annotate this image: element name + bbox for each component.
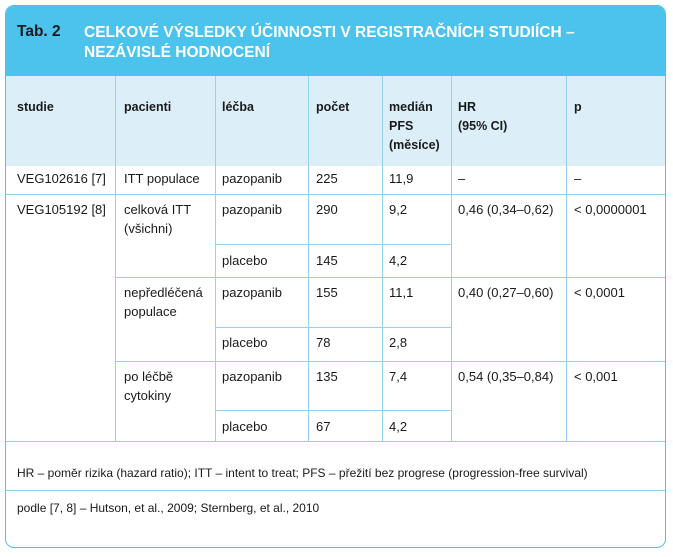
cell-median: 2,8 xyxy=(389,335,408,350)
cell-pacienti xyxy=(124,283,203,321)
header-lecba: léčba xyxy=(222,100,254,114)
table-title-line-1: CELKOVÉ VÝSLEDKY ÚČINNOSTI V REGISTRAČNÍCH STUDIÍCH – xyxy=(84,24,575,41)
column-divider xyxy=(215,76,216,441)
footnote-abbreviations: HR – poměr rizika (hazard ratio); ITT – intent to treat; PFS – přežití bez progrese (progression-free survival) xyxy=(17,466,588,480)
row-divider xyxy=(6,194,665,195)
header-median-line-2: PFS xyxy=(389,119,414,133)
header-pocet: počet xyxy=(316,100,350,114)
header-hr xyxy=(458,98,507,136)
cell-pacienti-line-1: nepředléčená xyxy=(124,285,203,300)
table-bottom-rule xyxy=(6,441,665,442)
cell-lecba: placebo xyxy=(222,253,268,268)
cell-p: – xyxy=(574,171,582,186)
cell-pocet: 78 xyxy=(316,335,331,350)
cell-hr: 0,54 (0,35–0,84) xyxy=(458,369,554,384)
cell-median: 9,2 xyxy=(389,202,408,217)
cell-median: 4,2 xyxy=(389,253,408,268)
header-hr-line-2: (95% CI) xyxy=(458,119,508,133)
column-divider xyxy=(566,76,567,441)
table-number: Tab. 2 xyxy=(17,23,61,40)
header-median-line-1: medián xyxy=(389,100,433,114)
cell-studie: VEG105192 [8] xyxy=(17,202,106,217)
cell-pacienti-line-2: populace xyxy=(124,304,177,319)
cell-pocet: 225 xyxy=(316,171,338,186)
cell-pacienti-line-1: po léčbě xyxy=(124,369,174,384)
cell-median: 11,9 xyxy=(389,171,414,186)
cell-pacienti: ITT populace xyxy=(124,171,200,186)
row-divider xyxy=(115,277,666,278)
header-hr-line-1: HR xyxy=(458,100,477,114)
cell-p: < 0,001 xyxy=(574,369,618,384)
cell-pocet: 67 xyxy=(316,419,331,434)
cell-median: 11,1 xyxy=(389,285,414,300)
footnote-divider xyxy=(6,490,665,491)
cell-lecba: pazopanib xyxy=(222,202,282,217)
cell-lecba: pazopanib xyxy=(222,171,282,186)
cell-pocet: 155 xyxy=(316,285,338,300)
row-divider xyxy=(115,361,666,362)
column-divider xyxy=(382,76,383,441)
cell-hr: – xyxy=(458,171,466,186)
header-pacienti: pacienti xyxy=(124,100,172,114)
cell-lecba: placebo xyxy=(222,419,268,434)
row-divider xyxy=(215,327,451,328)
cell-pacienti-line-1: celková ITT xyxy=(124,202,192,217)
cell-lecba: placebo xyxy=(222,335,268,350)
header-median-pfs xyxy=(389,98,440,155)
footnote-source: podle [7, 8] – Hutson, et al., 2009; Sternberg, et al., 2010 xyxy=(17,501,320,515)
row-divider xyxy=(215,410,451,411)
cell-lecba: pazopanib xyxy=(222,369,282,384)
header-p: p xyxy=(574,100,582,114)
table-frame xyxy=(5,5,666,548)
table-title xyxy=(84,23,644,63)
cell-pacienti-line-2: cytokiny xyxy=(124,388,171,403)
cell-pacienti xyxy=(124,367,173,405)
cell-median: 7,4 xyxy=(389,369,408,384)
column-divider xyxy=(115,76,116,441)
cell-p: < 0,0000001 xyxy=(574,202,647,217)
cell-pocet: 135 xyxy=(316,369,338,384)
cell-hr: 0,46 (0,34–0,62) xyxy=(458,202,554,217)
cell-pacienti-line-2: (všichni) xyxy=(124,221,173,236)
cell-p: < 0,0001 xyxy=(574,285,625,300)
cell-hr: 0,40 (0,27–0,60) xyxy=(458,285,554,300)
row-divider xyxy=(215,244,451,245)
column-divider xyxy=(451,76,452,441)
header-studie: studie xyxy=(17,100,54,114)
column-divider xyxy=(308,76,309,441)
cell-pocet: 290 xyxy=(316,202,338,217)
header-median-line-3: (měsíce) xyxy=(389,138,440,152)
cell-lecba: pazopanib xyxy=(222,285,282,300)
cell-studie: VEG102616 [7] xyxy=(17,171,106,186)
cell-median: 4,2 xyxy=(389,419,408,434)
cell-pocet: 145 xyxy=(316,253,338,268)
table-title-bar xyxy=(6,6,665,76)
table-title-line-2: NEZÁVISLÉ HODNOCENÍ xyxy=(84,44,271,61)
cell-pacienti xyxy=(124,200,191,238)
